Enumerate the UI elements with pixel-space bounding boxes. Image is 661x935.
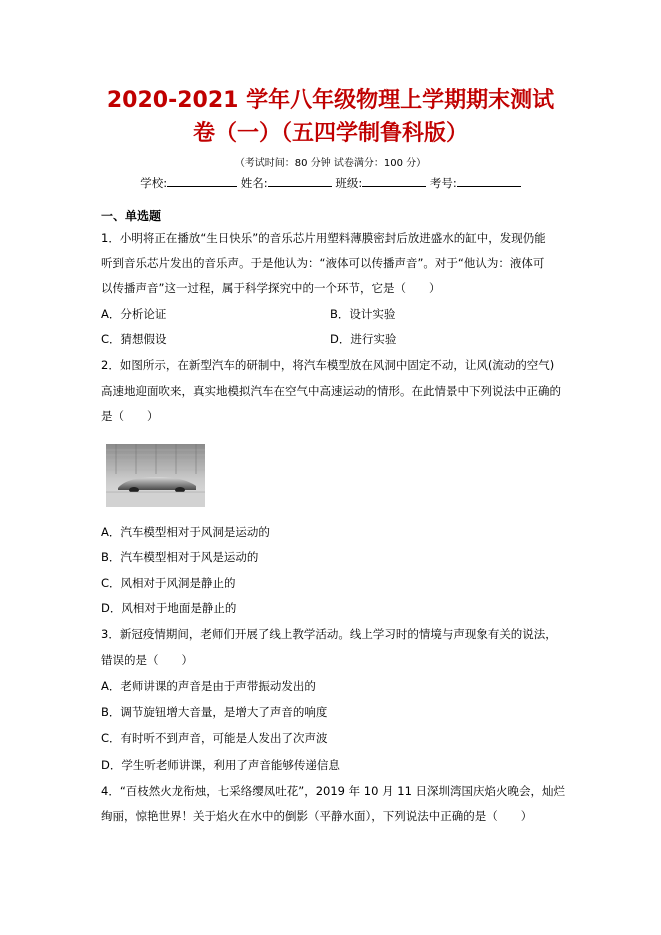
section-heading: 一、单选题 <box>101 209 162 223</box>
q2-option-d: D．风相对于地面是静止的 <box>101 601 237 615</box>
q1-stem-line-1: 1．小明将正在播放“生日快乐”的音乐芯片用塑料薄膜密封后放进盛水的缸中，发现仍能 <box>101 231 546 245</box>
class-blank <box>362 174 426 187</box>
name-blank <box>268 174 332 187</box>
q4-stem-line-1: 4．“百枝然火龙衔烛，七采络缨凤吐花”，2019 年 10 月 11 日深圳湾国庆焰火晚会，灿烂 <box>101 784 566 798</box>
q1-option-d: D．进行实验 <box>330 332 397 346</box>
q2-stem-line-1: 2．如图所示，在新型汽车的研制中，将汽车模型放在风洞中固定不动，让风(流动的空气) <box>101 358 555 372</box>
wind-tunnel-car-image <box>106 444 205 507</box>
exam-title-line-2: 卷（一）（五四学制鲁科版） <box>192 121 468 146</box>
q3-option-d: D．学生听老师讲课，利用了声音能够传递信息 <box>101 758 340 772</box>
q4-stem-line-2: 绚丽，惊艳世界！关于焰火在水中的倒影（平静水面），下列说法中正确的是（ ） <box>101 809 533 823</box>
q3-stem-line-2: 错误的是（ ） <box>101 653 193 667</box>
exam-number-label: 考号: <box>429 176 457 190</box>
q2-option-c: C．风相对于风洞是静止的 <box>101 576 236 590</box>
q1-option-b: B．设计实验 <box>330 307 396 321</box>
exam-number-blank <box>457 174 521 187</box>
q2-option-b: B．汽车模型相对于风是运动的 <box>101 550 259 564</box>
q1-option-a: A．分析论证 <box>101 307 167 321</box>
q3-stem-line-1: 3．新冠疫情期间，老师们开展了线上教学活动。线上学习时的情境与声现象有关的说法， <box>101 627 557 641</box>
school-label: 学校: <box>140 176 168 190</box>
name-label: 姓名: <box>240 176 268 190</box>
q1-stem-line-3: 以传播声音”这一过程，属于科学探究中的一个环节，它是（ ） <box>101 281 441 295</box>
student-info-line <box>0 174 661 191</box>
q2-stem-line-3: 是（ ） <box>101 409 159 423</box>
q3-option-a: A．老师讲课的声音是由于声带振动发出的 <box>101 679 316 693</box>
school-blank <box>167 174 237 187</box>
q2-option-a: A．汽车模型相对于风洞是运动的 <box>101 525 270 539</box>
exam-title-line-1: 2020-2021 学年八年级物理上学期期末测试 <box>106 88 555 113</box>
q2-stem-line-2: 高速地迎面吹来，真实地模拟汽车在空气中高速运动的情形。在此情景中下列说法中正确的 <box>101 384 561 398</box>
q1-option-c: C．猜想假设 <box>101 332 167 346</box>
q3-option-c: C．有时听不到声音，可能是人发出了次声波 <box>101 731 328 745</box>
q3-option-b: B．调节旋钮增大音量，是增大了声音的响度 <box>101 705 328 719</box>
exam-subtitle: （考试时间：80 分钟 试卷满分：100 分） <box>234 158 427 169</box>
q1-stem-line-2: 听到音乐芯片发出的音乐声。于是他认为：“液体可以传播声音”。对于“他认为：液体可 <box>101 256 545 270</box>
class-label: 班级: <box>335 176 363 190</box>
